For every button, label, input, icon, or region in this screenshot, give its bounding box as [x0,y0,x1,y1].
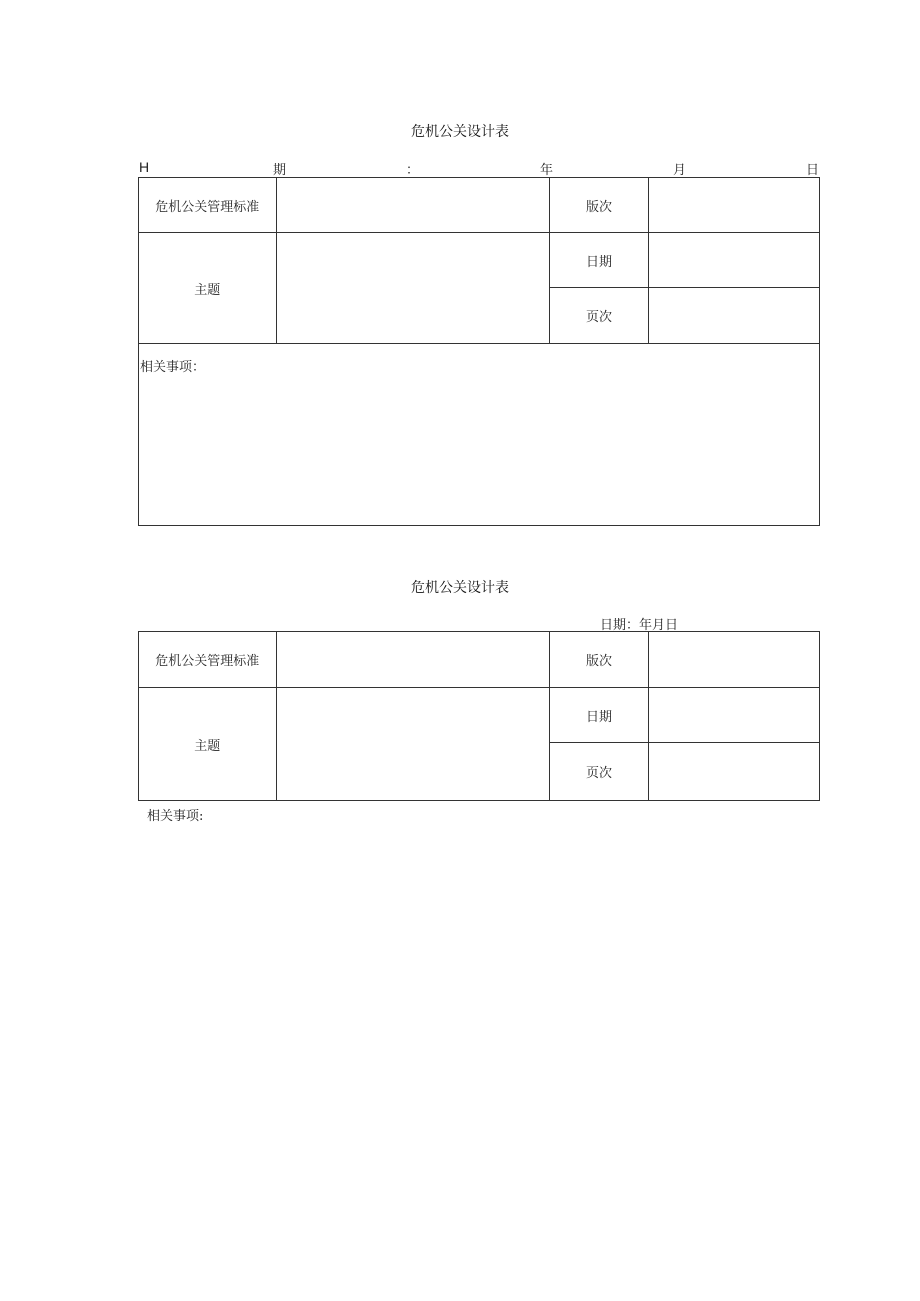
form2-edition-value[interactable] [649,632,820,688]
form1-notes-cell[interactable] [139,344,820,526]
form2-notes-label: 相关事项: [147,809,204,824]
form1-date-month: 月 [673,163,687,178]
form1-standard-label: 危机公关管理标准 [139,178,277,233]
form1-date-label: 日期 [549,233,648,288]
form1-edition-value[interactable] [649,178,820,233]
form2-subject-value[interactable] [276,688,549,801]
form2-date-label: 日期 [549,688,648,743]
form1-edition-label: 版次 [549,178,648,233]
form1-page-value[interactable] [649,288,820,344]
form2-date-line: 日期：年月日 [600,618,679,633]
form2-title: 危机公关设计表 [411,580,509,596]
form1-table [138,177,820,526]
form1-date-colon: ： [406,163,420,178]
form1-date-prefix: H [139,159,150,175]
form1-notes-label: 相关事项： [140,360,206,375]
form2-date-value[interactable] [649,688,820,743]
form2-edition-label: 版次 [549,632,648,688]
form1-page-label: 页次 [549,288,648,344]
form1-standard-value[interactable] [276,178,549,233]
form1-date-year: 年 [540,163,554,178]
form1-subject-value[interactable] [276,233,549,344]
form1-title: 危机公关设计表 [411,124,509,140]
form2-table [138,631,820,801]
form1-date-qi: 期 [273,163,287,178]
form2-standard-label: 危机公关管理标准 [139,632,277,688]
form2-page-value[interactable] [649,743,820,801]
form2-subject-label: 主题 [139,688,277,801]
form1-subject-label: 主题 [139,233,277,344]
form1-date-day: 日 [806,163,820,178]
form2-standard-value[interactable] [276,632,549,688]
form1-date-value[interactable] [649,233,820,288]
form2-page-label: 页次 [549,743,648,801]
